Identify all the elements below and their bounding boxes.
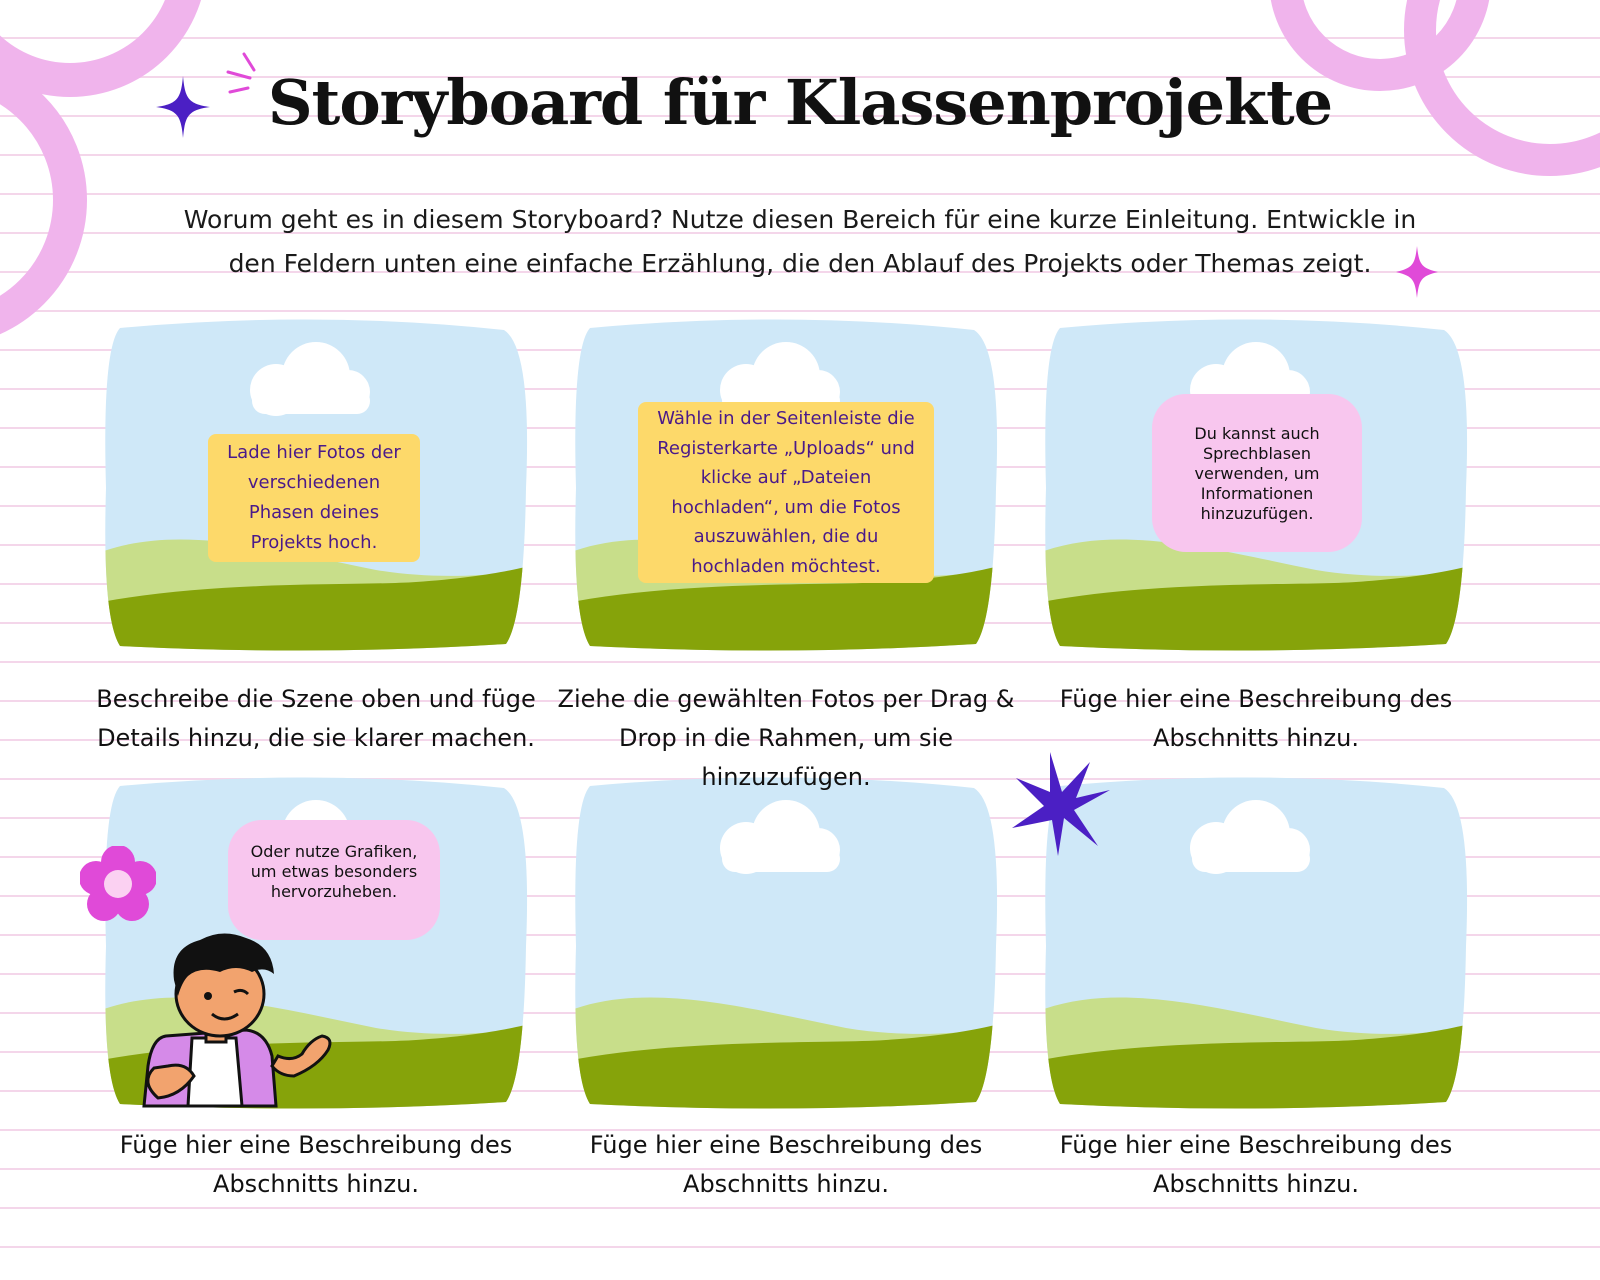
page-title: Storyboard für Klassenprojekte [267,66,1333,139]
scene-frame [566,776,1006,1116]
panel-caption-4: Füge hier eine Beschreibung des Abschnitts hinzu. [119,1131,513,1198]
speech-bubble: Oder nutze Grafiken, um etwas besonders hervorzuheben. [228,820,440,940]
panel-caption-5: Füge hier eine Beschreibung des Abschnitts hinzu. [589,1131,983,1198]
storyboard-panel-2[interactable] [566,318,1006,658]
storyboard-panel-4[interactable] [96,776,536,1116]
panel-caption-2: Ziehe die gewählten Fotos per Drag & Drop in die Rahmen, um sie hinzuzufügen. [557,685,1015,791]
photo-upload-note: Lade hier Fotos der verschiedenen Phasen deines Projekts hoch. [208,434,420,562]
intro-text: Worum geht es in diesem Storyboard? Nutze diesen Bereich für eine kurze Einleitung. Entwickle in den Feldern unten eine einfache Erzählung, die den Ablauf des Projekts oder Themas zeigt. [183,205,1417,278]
storyboard-panel-1[interactable] [96,318,536,658]
panel-caption-6: Füge hier eine Beschreibung des Abschnitts hinzu. [1059,1131,1453,1198]
panel-caption-1: Beschreibe die Szene oben und füge Details hinzu, die sie klarer machen. [96,685,536,752]
storyboard-panel-3[interactable] [1036,318,1476,658]
panel-caption-3: Füge hier eine Beschreibung des Abschnitts hinzu. [1059,685,1453,752]
speech-bubble: Du kannst auch Sprechblasen verwenden, um Informationen hinzuzufügen. [1152,394,1362,552]
uploads-instruction-note: Wähle in der Seitenleiste die Registerkarte „Uploads“ und klicke auf „Dateien hochladen“, um die Fotos auszuwählen, die du hochladen möchtest. [638,402,934,583]
flower-icon [80,846,156,922]
storyboard-panel-5[interactable] [566,776,1006,1116]
